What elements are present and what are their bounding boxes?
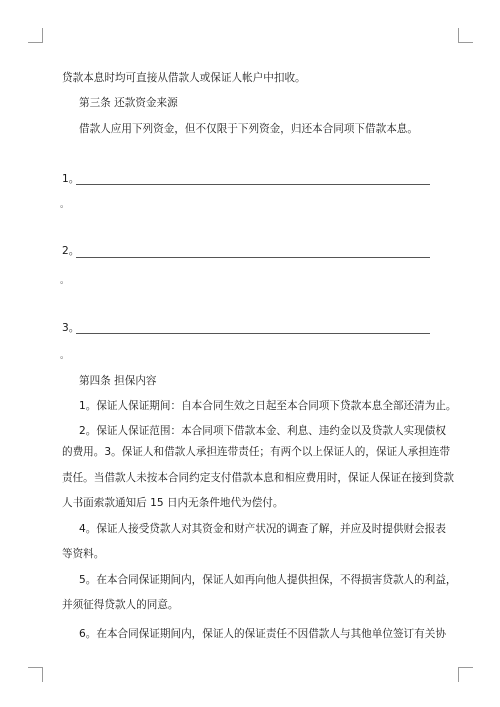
blank-end-mark: 。	[60, 276, 70, 286]
crop-mark-bottom-right	[458, 667, 473, 682]
text-line: 借款人应用下列资金，但不仅限于下列资金，归还本合同项下借款本息。	[79, 123, 418, 135]
crop-mark-bottom-left	[28, 667, 43, 682]
text-line: 4。保证人接受贷款人对其资金和财产状况的调查了解，并应及时提供财会报表	[79, 523, 446, 535]
text-line: 1。保证人保证期间：自本合同生效之日起至本合同项下贷款本息全部还清为止。	[79, 400, 457, 412]
fill-in-blank-line[interactable]	[76, 333, 430, 334]
text-line: 的费用。3。保证人和借款人承担连带责任；有两个以上保证人的，保证人承担连带	[62, 446, 451, 458]
text-line: 人书面索款通知后 15 日内无条件地代为偿付。	[62, 497, 284, 509]
fill-in-blank-line[interactable]	[76, 257, 430, 258]
blank-number: 1。	[62, 173, 80, 185]
section-heading: 第三条 还款资金来源	[79, 97, 178, 109]
text-line: 6。在本合同保证期间内，保证人的保证责任不因借款人与其他单位签订有关协	[79, 628, 446, 640]
text-line: 5。在本合同保证期间内，保证人如再向他人提供担保，不得损害贷款人的利益，	[79, 574, 457, 586]
text-line: 等资料。	[62, 548, 105, 560]
crop-mark-top-right	[458, 28, 473, 43]
blank-number: 3。	[62, 322, 80, 334]
fill-in-blank-line[interactable]	[76, 184, 430, 185]
section-heading: 第四条 担保内容	[79, 375, 157, 387]
text-line: 并须征得贷款人的同意。	[62, 599, 179, 611]
blank-end-mark: 。	[60, 200, 70, 210]
text-line: 责任。当借款人未按本合同约定支付借款本息和相应费用时，保证人保证在接到贷款	[62, 472, 454, 484]
blank-end-mark: 。	[60, 351, 70, 361]
text-line: 贷款本息时均可直接从借款人或保证人帐户中扣收。	[62, 72, 306, 84]
blank-number: 2。	[62, 245, 80, 257]
crop-mark-top-left	[28, 28, 43, 43]
text-line: 2。保证人保证范围：本合同项下借款本金、利息、违约金以及贷款人实现债权	[79, 425, 446, 437]
